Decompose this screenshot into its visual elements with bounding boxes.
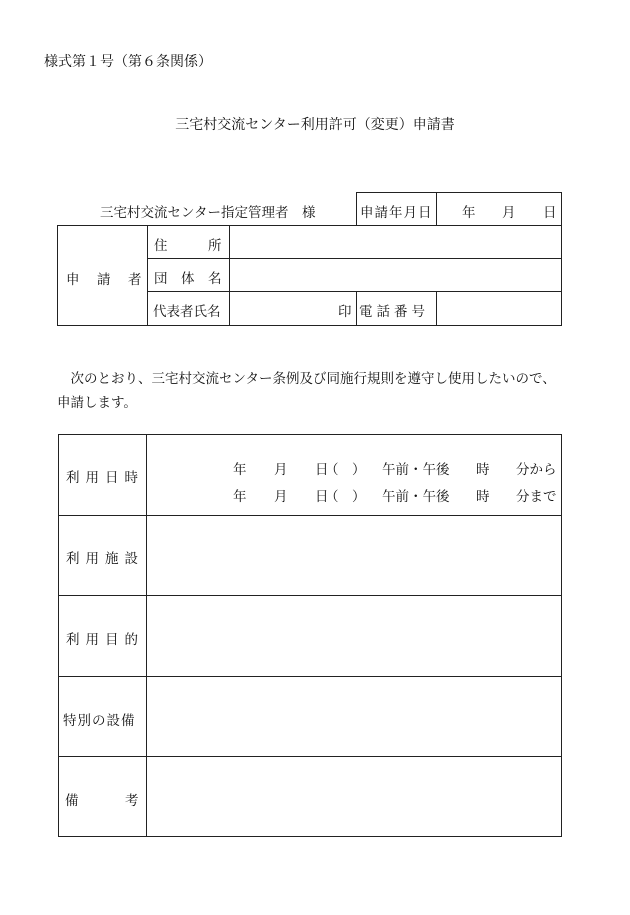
from-weekday: （ ）	[325, 462, 366, 478]
phone-label: 電話番号	[359, 304, 429, 320]
to-suffix: 分まで	[516, 489, 557, 505]
intro-paragraph: 次のとおり、三宅村交流センター条例及び同施行規則を遵守し使用したいので、申請します。	[57, 371, 556, 411]
phone-field[interactable]	[437, 292, 561, 325]
date-month-label: 月	[502, 205, 516, 221]
from-suffix: 分から	[516, 462, 557, 478]
remarks-label-1: 備	[65, 793, 79, 809]
seal-mark: 印	[338, 304, 352, 320]
group-label-1: 団	[154, 271, 168, 287]
applicant-label-2: 請	[97, 272, 111, 288]
application-date-label: 申請年月日	[360, 205, 433, 221]
from-day: 日	[315, 462, 329, 478]
to-hour: 時	[476, 489, 490, 505]
applicant-label-3: 者	[128, 272, 142, 288]
facility-field[interactable]	[147, 516, 561, 595]
group-label-2: 体	[181, 271, 195, 287]
address-label-1: 住	[154, 238, 168, 254]
from-month: 月	[274, 462, 288, 478]
equipment-field[interactable]	[147, 677, 561, 756]
to-month: 月	[274, 489, 288, 505]
from-year: 年	[233, 462, 247, 478]
group-name-field[interactable]	[230, 259, 561, 291]
form-number: 様式第１号（第６条関係）	[44, 54, 212, 70]
group-label-3: 名	[208, 271, 222, 287]
addressee: 三宅村交流センター指定管理者 様	[100, 205, 316, 221]
facility-label: 利用施設	[66, 551, 144, 567]
to-year: 年	[233, 489, 247, 505]
applicant-label-1: 申	[66, 272, 80, 288]
purpose-field[interactable]	[147, 596, 561, 676]
from-hour: 時	[476, 462, 490, 478]
remarks-field[interactable]	[147, 757, 561, 836]
representative-name-field[interactable]	[230, 292, 355, 325]
from-ampm: 午前・午後	[382, 462, 450, 478]
to-weekday: （ ）	[325, 489, 366, 505]
date-day-label: 日	[543, 205, 557, 221]
to-day: 日	[315, 489, 329, 505]
equipment-label: 特別の設備	[63, 713, 136, 729]
remarks-label-2: 考	[125, 793, 139, 809]
to-ampm: 午前・午後	[382, 489, 450, 505]
usage-datetime-label: 利用日時	[66, 470, 144, 486]
address-label-2: 所	[208, 238, 222, 254]
purpose-label: 利用目的	[66, 632, 144, 648]
representative-label: 代表者氏名	[153, 304, 221, 320]
address-field[interactable]	[230, 226, 561, 258]
date-year-label: 年	[462, 205, 476, 221]
document-title: 三宅村交流センター利用許可（変更）申請書	[175, 117, 455, 133]
